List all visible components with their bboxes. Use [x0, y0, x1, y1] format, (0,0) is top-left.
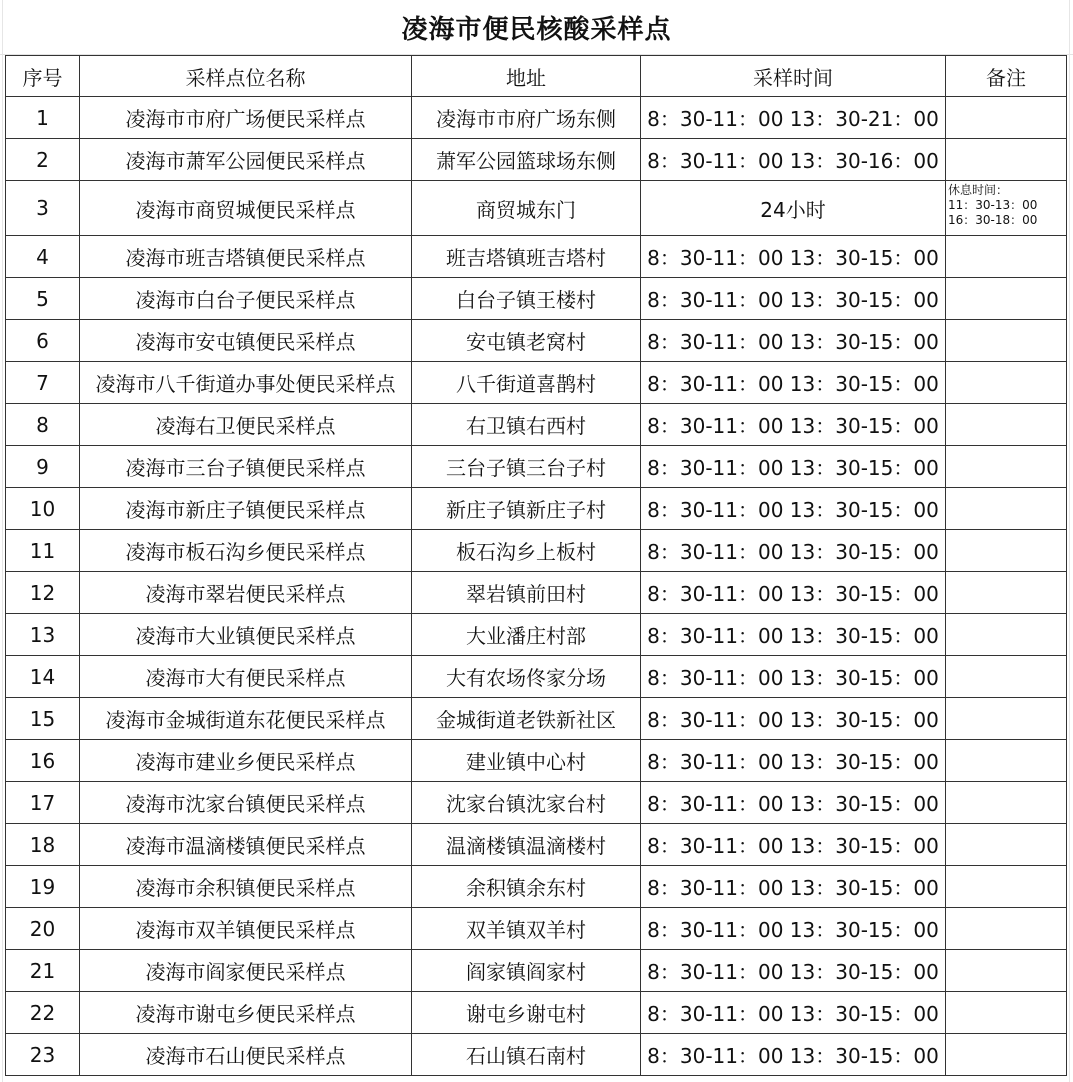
table-row [6, 866, 1067, 908]
cell-address[interactable]: 三台子镇三台子村 [412, 446, 641, 488]
cell-note[interactable] [946, 656, 1067, 698]
cell-address[interactable]: 商贸城东门 [412, 181, 641, 236]
cell-note[interactable] [946, 362, 1067, 404]
cell-site-name[interactable]: 凌海市沈家台镇便民采样点 [80, 782, 412, 824]
cell-site-name[interactable]: 凌海市石山便民采样点 [80, 1034, 412, 1076]
cell-note[interactable] [946, 97, 1067, 139]
cell-site-name[interactable]: 凌海市翠岩便民采样点 [80, 572, 412, 614]
table-row [6, 698, 1067, 740]
cell-sampling-time[interactable]: 8：30-11：00 13：30-15：00 [641, 866, 946, 908]
table-row [6, 278, 1067, 320]
cell-site-name[interactable]: 凌海市阎家便民采样点 [80, 950, 412, 992]
sampling-sites-table [5, 55, 1067, 1076]
cell-sampling-time[interactable]: 8：30-11：00 13：30-15：00 [641, 1034, 946, 1076]
cell-site-name[interactable]: 凌海市谢屯乡便民采样点 [80, 992, 412, 1034]
cell-no[interactable]: 17 [6, 782, 80, 824]
cell-address[interactable]: 石山镇石南村 [412, 1034, 641, 1076]
cell-address[interactable]: 建业镇中心村 [412, 740, 641, 782]
title-row[interactable] [0, 0, 1073, 55]
cell-no[interactable]: 19 [6, 866, 80, 908]
table-row [6, 1034, 1067, 1076]
cell-note[interactable] [946, 908, 1067, 950]
cell-no[interactable]: 4 [6, 236, 80, 278]
cell-no[interactable]: 21 [6, 950, 80, 992]
table-row [6, 139, 1067, 181]
cell-site-name[interactable]: 凌海市八千街道办事处便民采样点 [80, 362, 412, 404]
table-row [6, 992, 1067, 1034]
cell-no[interactable]: 22 [6, 992, 80, 1034]
cell-note[interactable] [946, 139, 1067, 181]
cell-note[interactable] [946, 950, 1067, 992]
cell-site-name[interactable]: 凌海市金城街道东花便民采样点 [80, 698, 412, 740]
table-row [6, 404, 1067, 446]
cell-address[interactable]: 板石沟乡上板村 [412, 530, 641, 572]
cell-address[interactable]: 安屯镇老窝村 [412, 320, 641, 362]
cell-sampling-time[interactable]: 8：30-11：00 13：30-15：00 [641, 488, 946, 530]
cell-no[interactable]: 16 [6, 740, 80, 782]
cell-sampling-time[interactable]: 8：30-11：00 13：30-15：00 [641, 740, 946, 782]
cell-sampling-time[interactable]: 8：30-11：00 13：30-15：00 [641, 572, 946, 614]
table-row [6, 446, 1067, 488]
cell-site-name[interactable]: 凌海市安屯镇便民采样点 [80, 320, 412, 362]
cell-no[interactable]: 1 [6, 97, 80, 139]
cell-site-name[interactable]: 凌海市三台子镇便民采样点 [80, 446, 412, 488]
table-row [6, 782, 1067, 824]
table-row [6, 908, 1067, 950]
cell-no[interactable]: 13 [6, 614, 80, 656]
page-title: 凌海市便民核酸采样点 [401, 14, 672, 45]
cell-note[interactable] [946, 992, 1067, 1034]
cell-address[interactable]: 新庄子镇新庄子村 [412, 488, 641, 530]
cell-no[interactable]: 2 [6, 139, 80, 181]
cell-site-name[interactable]: 凌海市萧军公园便民采样点 [80, 139, 412, 181]
table-row [6, 950, 1067, 992]
cell-address[interactable]: 八千街道喜鹊村 [412, 362, 641, 404]
cell-sampling-time[interactable]: 8：30-11：00 13：30-15：00 [641, 614, 946, 656]
cell-site-name[interactable]: 凌海市建业乡便民采样点 [80, 740, 412, 782]
cell-sampling-time[interactable]: 8：30-11：00 13：30-15：00 [641, 530, 946, 572]
cell-sampling-time[interactable]: 8：30-11：00 13：30-16：00 [641, 139, 946, 181]
cell-no[interactable]: 8 [6, 404, 80, 446]
cell-no[interactable]: 18 [6, 824, 80, 866]
cell-site-name[interactable]: 凌海市白台子便民采样点 [80, 278, 412, 320]
cell-address[interactable]: 双羊镇双羊村 [412, 908, 641, 950]
table-row [6, 236, 1067, 278]
table-row [6, 97, 1067, 139]
cell-sampling-time[interactable]: 8：30-11：00 13：30-15：00 [641, 950, 946, 992]
cell-sampling-time[interactable]: 8：30-11：00 13：30-15：00 [641, 404, 946, 446]
cell-sampling-time[interactable]: 24小时 [641, 181, 946, 236]
cell-sampling-time[interactable]: 8：30-11：00 13：30-15：00 [641, 236, 946, 278]
cell-no[interactable]: 6 [6, 320, 80, 362]
cell-address[interactable]: 班吉塔镇班吉塔村 [412, 236, 641, 278]
cell-note[interactable] [946, 866, 1067, 908]
cell-no[interactable]: 12 [6, 572, 80, 614]
cell-site-name[interactable]: 凌海市板石沟乡便民采样点 [80, 530, 412, 572]
header-note[interactable]: 备注 [946, 56, 1067, 97]
cell-sampling-time[interactable]: 8：30-11：00 13：30-21：00 [641, 97, 946, 139]
cell-no[interactable]: 9 [6, 446, 80, 488]
cell-site-name[interactable]: 凌海市市府广场便民采样点 [80, 97, 412, 139]
cell-sampling-time[interactable]: 8：30-11：00 13：30-15：00 [641, 278, 946, 320]
cell-no[interactable]: 20 [6, 908, 80, 950]
table-body [6, 97, 1067, 1076]
cell-sampling-time[interactable]: 8：30-11：00 13：30-15：00 [641, 362, 946, 404]
header-no[interactable]: 序号 [6, 56, 80, 97]
table-row [6, 362, 1067, 404]
cell-note[interactable] [946, 530, 1067, 572]
cell-address[interactable]: 金城街道老铁新社区 [412, 698, 641, 740]
cell-note[interactable] [946, 181, 1067, 236]
cell-note[interactable] [946, 824, 1067, 866]
sheet-gridline [2, 0, 3, 1082]
cell-address[interactable]: 凌海市市府广场东侧 [412, 97, 641, 139]
header-time[interactable]: 采样时间 [641, 56, 946, 97]
cell-address[interactable]: 温滴楼镇温滴楼村 [412, 824, 641, 866]
table-row [6, 740, 1067, 782]
note-line: 16：30-18：00 [948, 213, 1038, 227]
table-row [6, 614, 1067, 656]
cell-sampling-time[interactable]: 8：30-11：00 13：30-15：00 [641, 908, 946, 950]
cell-note[interactable] [946, 236, 1067, 278]
cell-address[interactable]: 大有农场佟家分场 [412, 656, 641, 698]
cell-address[interactable]: 谢屯乡谢屯村 [412, 992, 641, 1034]
cell-sampling-time[interactable]: 8：30-11：00 13：30-15：00 [641, 992, 946, 1034]
table-row [6, 181, 1067, 236]
cell-note[interactable] [946, 614, 1067, 656]
cell-site-name[interactable]: 凌海市大业镇便民采样点 [80, 614, 412, 656]
cell-no[interactable]: 11 [6, 530, 80, 572]
cell-sampling-time[interactable]: 8：30-11：00 13：30-15：00 [641, 782, 946, 824]
header-name[interactable]: 采样点位名称 [80, 56, 412, 97]
cell-no[interactable]: 14 [6, 656, 80, 698]
cell-sampling-time[interactable]: 8：30-11：00 13：30-15：00 [641, 698, 946, 740]
sheet-gridline [1069, 0, 1070, 1082]
cell-site-name[interactable]: 凌海市班吉塔镇便民采样点 [80, 236, 412, 278]
table-row [6, 572, 1067, 614]
cell-note[interactable] [946, 1034, 1067, 1076]
cell-address[interactable]: 萧军公园篮球场东侧 [412, 139, 641, 181]
cell-note[interactable] [946, 320, 1067, 362]
table-row [6, 488, 1067, 530]
cell-note[interactable] [946, 698, 1067, 740]
cell-address[interactable]: 沈家台镇沈家台村 [412, 782, 641, 824]
note-line: 休息时间： [948, 183, 1009, 197]
cell-no[interactable]: 7 [6, 362, 80, 404]
cell-note[interactable] [946, 404, 1067, 446]
cell-note[interactable] [946, 740, 1067, 782]
cell-address[interactable]: 右卫镇右西村 [412, 404, 641, 446]
table-row [6, 824, 1067, 866]
cell-site-name[interactable]: 凌海市新庄子镇便民采样点 [80, 488, 412, 530]
cell-note[interactable] [946, 278, 1067, 320]
cell-site-name[interactable]: 凌海市余积镇便民采样点 [80, 866, 412, 908]
cell-address[interactable]: 白台子镇王楼村 [412, 278, 641, 320]
cell-address[interactable]: 阎家镇阎家村 [412, 950, 641, 992]
cell-site-name[interactable]: 凌海右卫便民采样点 [80, 404, 412, 446]
cell-sampling-time[interactable]: 8：30-11：00 13：30-15：00 [641, 824, 946, 866]
cell-note[interactable] [946, 446, 1067, 488]
cell-note[interactable] [946, 488, 1067, 530]
cell-address[interactable]: 余积镇余东村 [412, 866, 641, 908]
cell-sampling-time[interactable]: 8：30-11：00 13：30-15：00 [641, 446, 946, 488]
cell-sampling-time[interactable]: 8：30-11：00 13：30-15：00 [641, 320, 946, 362]
table-row [6, 656, 1067, 698]
table-row [6, 320, 1067, 362]
note-line: 11：30-13：00 [948, 198, 1038, 212]
cell-no[interactable]: 5 [6, 278, 80, 320]
header-address[interactable]: 地址 [412, 56, 641, 97]
cell-note[interactable] [946, 572, 1067, 614]
cell-site-name[interactable]: 凌海市商贸城便民采样点 [80, 181, 412, 236]
cell-address[interactable]: 大业潘庄村部 [412, 614, 641, 656]
cell-note[interactable] [946, 782, 1067, 824]
cell-site-name[interactable]: 凌海市双羊镇便民采样点 [80, 908, 412, 950]
cell-no[interactable]: 10 [6, 488, 80, 530]
cell-address[interactable]: 翠岩镇前田村 [412, 572, 641, 614]
cell-no[interactable]: 23 [6, 1034, 80, 1076]
cell-no[interactable]: 3 [6, 181, 80, 236]
cell-site-name[interactable]: 凌海市温滴楼镇便民采样点 [80, 824, 412, 866]
cell-site-name[interactable]: 凌海市大有便民采样点 [80, 656, 412, 698]
cell-no[interactable]: 15 [6, 698, 80, 740]
cell-sampling-time[interactable]: 8：30-11：00 13：30-15：00 [641, 656, 946, 698]
table-row [6, 530, 1067, 572]
table-header-row [6, 56, 1067, 97]
